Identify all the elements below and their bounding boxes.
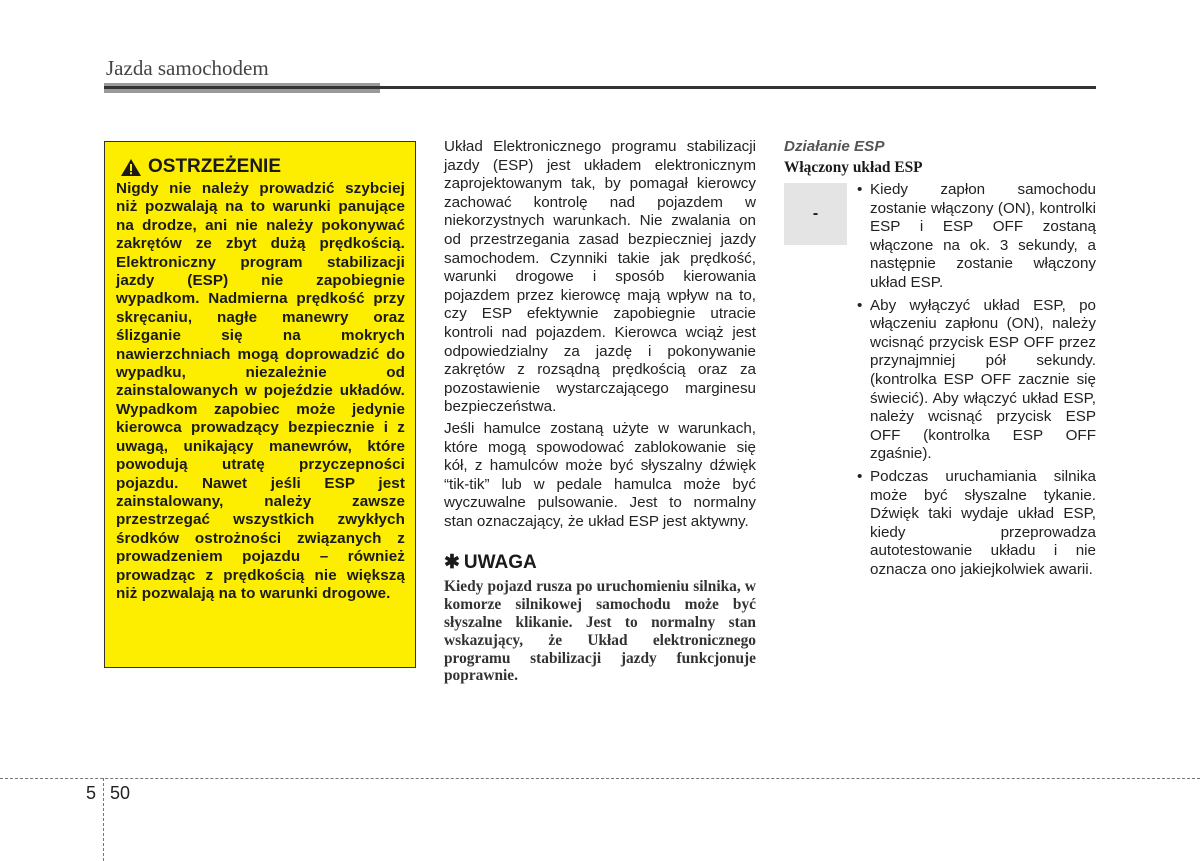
note-title-text: UWAGA	[463, 551, 537, 573]
body-paragraph-1: Układ Elektronicznego programu stabilizacji jazdy (ESP) jest układem elektronicznym zaprojektowanym tak, by pomagał kierowcy zachować kontrolę nad pojazdem w niekorzystnych warunkach. Nie zwalania on od przestrzegania zasad bezpieczniej jazdy samochodem. Czynniki takie jak prędkość, warunki drogowe i sposób kierowania pojazdem przez kierowcę mają wpływ na to, czy ESP efektywnie zapobiegnie utracie kontroli nad pojazdem. Kierowca wciąż jest odpowiedzialny za jazdę i pokonywanie zakrętów z rozsądną prędkością oraz za pozostawienie wystarczającego marginesu bezpieczeństwa.	[444, 138, 756, 416]
indicator-image-placeholder: -	[784, 183, 847, 245]
warning-triangle-icon	[120, 158, 142, 177]
bullet-icon: •	[857, 467, 863, 485]
warning-title-text: OSTRZEŻENIE	[148, 156, 282, 177]
esp-bullet-list	[856, 181, 1096, 583]
list-item: • Podczas uruchamiania silnika może być słyszalne tykanie. Dźwięk taki wydaje układ ESP, kiedy przeprowadza autotestowanie układu i nie oznacza ono jakiejkolwiek awarii.	[857, 467, 1096, 578]
list-item: • Kiedy zapłon samochodu zostanie włączony (ON), kontrolki ESP i ESP OFF zostaną włączone na ok. 3 sekundy, a następnie zostanie włączony układ ESP.	[857, 181, 1096, 291]
warning-text: Nigdy nie należy prowadzić szybciej niż pozwalają na to warunki panujące na drodze, ani nie należy pokonywać zakrętów ze zbyt dużą prędkością. Elektroniczny program stabilizacji jazdy (ESP) nie zapobiegnie wypadkom. Nadmierna prędkość przy skręcaniu, nagłe manewry oraz ślizganie się na mokrych nawierzchniach mogą doprowadzić do wypadku, niezależnie od zainstalowanych w pojeździe układów. Wypadkom zapobiec może jedynie kierowca prowadzący bezpiecznie i z uwagą, unikający manewrów, które powodują utratę przyczepności pojazdu. Nawet jeśli ESP jest zainstalowany, należy zawsze przestrzegać wszystkich zwykłych środków ostrożności związanych z prowadzeniem pojazdu – również prowadząc z prędkością nie większą niż pozwalają na to warunki drogowe.	[116, 180, 405, 602]
warning-box	[104, 141, 416, 668]
note-text: Kiedy pojazd rusza po uruchomieniu silnika, w komorze silnikowej samochodu może być słyszalne klikanie. Jest to normalny stan wskazujący, że Układ elektronicznego programu stabilizacji jazdy funkcjonuje poprawnie.	[444, 578, 756, 685]
body-paragraph-2: Jeśli hamulce zostaną użyte w warunkach, które mogą spowodować zablokowanie się kół, z hamulców może być słyszalny dźwięk “tik-tik” lub w pedale hamulca może być wyczuwalne pulsowanie. Jest to normalny stan oznaczający, że układ ESP jest aktywny.	[444, 419, 756, 530]
middle-column	[444, 138, 756, 685]
asterisk-icon: ✱	[444, 552, 460, 574]
header-rule	[104, 86, 1096, 89]
list-item: • Aby wyłączyć układ ESP, po włączeniu zapłonu (ON), należy wcisnąć przycisk ESP OFF przez przynajmniej pół sekundy. (kontrolka ESP OFF zacznie się świecić). Aby włączyć układ ESP, należy wcisnąć przycisk ESP OFF (kontrolka ESP OFF zgaśnie).	[857, 296, 1096, 463]
section-title: Jazda samochodem	[106, 56, 269, 80]
bullet-icon: •	[857, 296, 863, 314]
esp-on-subheading: Włączony układ ESP	[784, 159, 923, 176]
warning-title	[116, 156, 405, 178]
note-title	[444, 551, 756, 574]
footer-dashed-divider	[103, 778, 104, 861]
page-number: 50	[110, 783, 131, 803]
bullet-icon: •	[857, 181, 863, 198]
footer-dashed-rule	[0, 778, 1200, 779]
right-column	[784, 138, 1096, 578]
esp-operation-heading: Działanie ESP	[784, 138, 885, 155]
chapter-number: 5	[86, 783, 97, 803]
